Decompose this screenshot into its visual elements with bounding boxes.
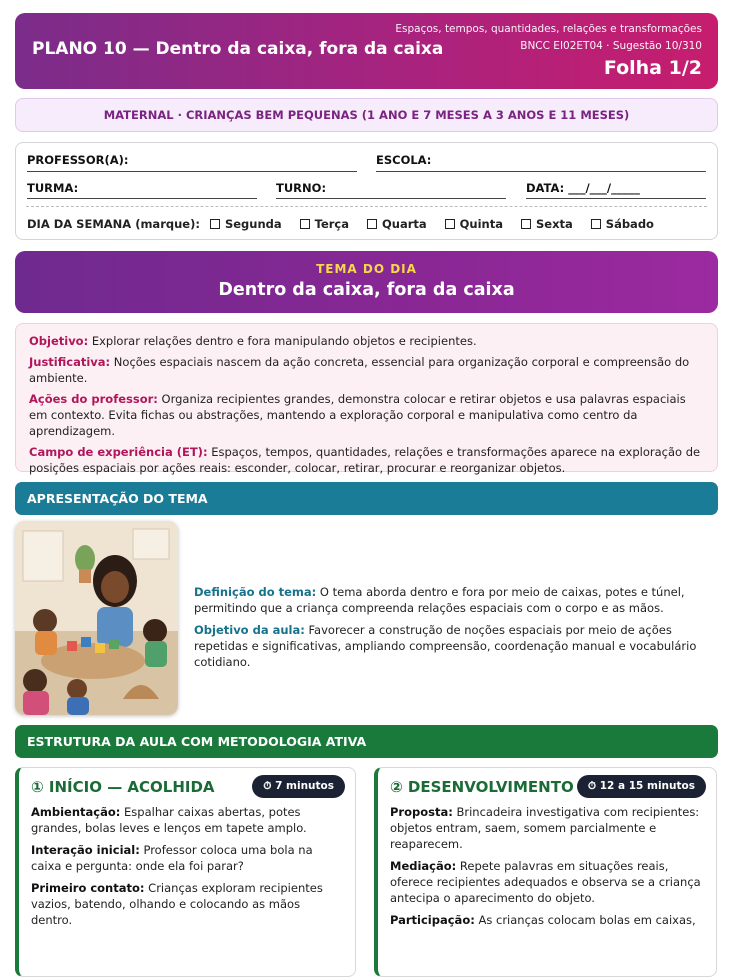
- step-start-item: Ambientação: Espalhar caixas abertas, potes grandes, bolas leves e lenços em tapete amplo.: [31, 805, 307, 835]
- age-group-band: MATERNAL · CRIANÇAS BEM PEQUENAS (1 ANO E 7 MESES A 3 ANOS E 11 MESES): [15, 98, 718, 132]
- presentation-bar: APRESENTAÇÃO DO TEMA: [15, 482, 718, 515]
- theme-definition: Definição do tema: O tema aborda dentro e fora por meio de caixas, potes e túnel, permitindo que a criança compreenda relações espaciais com o corpo e as mãos.: [194, 585, 685, 615]
- field-subtitle: Espaços, tempos, quantidades, relações e transformações: [395, 23, 702, 35]
- checkbox-icon: [210, 219, 220, 229]
- form-divider: [26, 206, 707, 207]
- checkbox-icon: [521, 219, 531, 229]
- step-start-title: ① INÍCIO — ACOLHIDA: [31, 778, 215, 796]
- step-development-card: [374, 767, 717, 977]
- justification-item: Justificativa: Noções espaciais nascem da ação concreta, essencial para organização corporal e compreensão do ambiente.: [29, 355, 690, 385]
- classroom-illustration: [15, 521, 178, 715]
- teacher-label: PROFESSOR(A):: [27, 153, 129, 167]
- checkbox-icon: [367, 219, 377, 229]
- weekday-thursday[interactable]: Quinta: [445, 217, 503, 231]
- objectives-card: [15, 323, 718, 475]
- bncc-code: BNCC EI02ET04 · Sugestão 10/310: [520, 40, 702, 52]
- date-line[interactable]: [526, 198, 706, 199]
- objective-item: Objetivo: Explorar relações dentro e fora manipulando objetos e recipientes.: [29, 334, 477, 348]
- identification-form: [15, 142, 718, 240]
- weekday-wednesday[interactable]: Quarta: [367, 217, 427, 231]
- checkbox-icon: [300, 219, 310, 229]
- step-start-time-badge: ⏱ 7 minutos: [252, 775, 345, 798]
- step-development-title: ② DESENVOLVIMENTO: [390, 778, 574, 796]
- weekday-saturday[interactable]: Sábado: [591, 217, 654, 231]
- presentation-text: [194, 584, 714, 676]
- step-development-body: [390, 804, 704, 934]
- teacher-line[interactable]: [27, 171, 357, 172]
- experience-field-item: Campo de experiência (ET): Espaços, tempos, quantidades, relações e transformações aparece na exploração de posições espaciais por ações reais: esconder, colocar, retirar, procurar e reorganizar objetos.: [29, 445, 701, 475]
- weekday-label: DIA DA SEMANA (marque):: [27, 217, 200, 231]
- step-start-body: [31, 804, 343, 934]
- shift-line[interactable]: [276, 198, 506, 199]
- school-label: ESCOLA:: [376, 153, 432, 167]
- checkbox-icon: [445, 219, 455, 229]
- plan-header: [15, 13, 718, 89]
- class-label: TURMA:: [27, 181, 79, 195]
- step-development-item: Participação: As crianças colocam bolas em caixas,: [390, 913, 696, 927]
- school-line[interactable]: [376, 171, 706, 172]
- step-development-item: Proposta: Brincadeira investigativa com recipientes: objetos entram, saem, somem parcialmente e reaparecem.: [390, 805, 700, 851]
- date-label: DATA: ___/___/_____: [526, 181, 640, 195]
- step-development-item: Mediação: Repete palavras em situações reais, oferece recipientes adequados e observa se a criança antecipa o aparecimento do objeto.: [390, 859, 701, 905]
- weekday-row: [27, 217, 672, 231]
- step-start-card: [15, 767, 356, 977]
- checkbox-icon: [591, 219, 601, 229]
- theme-kicker: TEMA DO DIA: [316, 262, 417, 276]
- shift-label: TURNO:: [276, 181, 327, 195]
- plan-title: PLANO 10 — Dentro da caixa, fora da caixa: [32, 39, 444, 59]
- lesson-structure-bar: ESTRUTURA DA AULA COM METODOLOGIA ATIVA: [15, 725, 718, 758]
- teacher-actions-item: Ações do professor: Organiza recipientes grandes, demonstra colocar e retirar objetos e usa palavras espaciais em contexto. Evita fichas ou abstrações, mantendo a exploração corporal e manipulativa como centro da aprendizagem.: [29, 392, 686, 438]
- theme-of-the-day: [15, 251, 718, 313]
- sheet-number: Folha 1/2: [603, 57, 702, 79]
- weekday-tuesday[interactable]: Terça: [300, 217, 349, 231]
- class-line[interactable]: [27, 198, 257, 199]
- weekday-friday[interactable]: Sexta: [521, 217, 573, 231]
- step-start-item: Primeiro contato: Crianças exploram recipientes vazios, batendo, olhando e colocando as mãos dentro.: [31, 881, 323, 927]
- step-development-time-badge: ⏱ 12 a 15 minutos: [577, 775, 706, 798]
- step-start-item: Interação inicial: Professor coloca uma bola na caixa e pergunta: onde ela foi parar?: [31, 843, 313, 873]
- theme-title: Dentro da caixa, fora da caixa: [218, 280, 515, 300]
- weekday-monday[interactable]: Segunda: [210, 217, 282, 231]
- lesson-goal: Objetivo da aula: Favorecer a construção de noções espaciais por meio de ações repetidas e significativas, ampliando compreensão, coordenação manual e vocabulário cotidiano.: [194, 623, 697, 669]
